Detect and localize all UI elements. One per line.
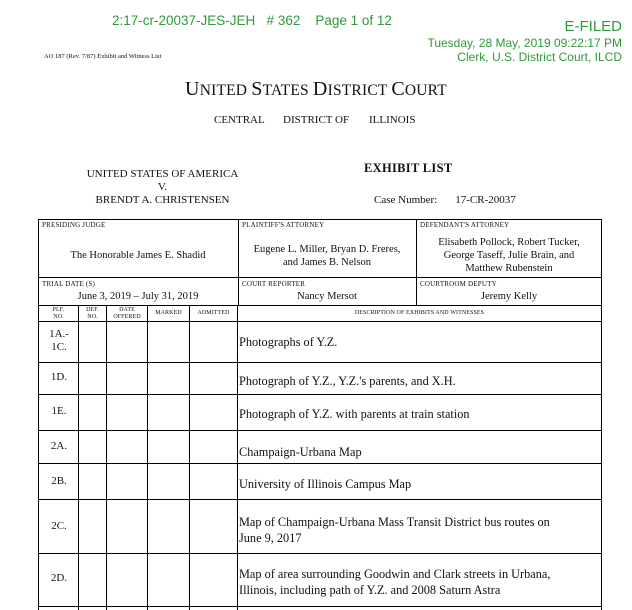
exhibit-description: Champaign-Urbana Map	[239, 445, 362, 459]
column-header-date: DATE OFFERED	[113, 307, 141, 320]
column-divider	[147, 305, 148, 610]
plaintiff-attorney-label: PLAINTIFF'S ATTORNEY	[242, 221, 325, 229]
court-reporter-cell	[238, 278, 416, 305]
exhibit-number: 1A.- 1C.	[49, 328, 69, 353]
presiding-judge-cell	[38, 219, 238, 278]
district-right: ILLINOIS	[369, 114, 416, 126]
column-header-admitted: ADMITTED	[197, 310, 230, 316]
table-rule	[38, 499, 602, 500]
column-divider	[237, 305, 238, 610]
efiled-clerk: Clerk, U.S. District Court, ILCD	[457, 50, 622, 64]
court-reporter-label: COURT REPORTER	[242, 280, 306, 288]
column-divider	[189, 305, 190, 610]
table-rule	[38, 321, 602, 322]
document-title: EXHIBIT LIST	[364, 161, 453, 175]
exhibit-description: Map of area surrounding Goodwin and Clark streets in Urbana, Illinois, including path of Y.Z. and 2008 Saturn Astra	[239, 567, 551, 597]
courtroom-deputy-label: COURTROOM DEPUTY	[420, 280, 497, 288]
efiled-date: Tuesday, 28 May, 2019 09:22:17 PM	[427, 36, 622, 50]
trial-date-label: TRIAL DATE (S)	[42, 280, 96, 288]
exhibit-description: Photograph of Y.Z., Y.Z.'s parents, and X.H.	[239, 374, 456, 388]
form-label: AO 187 (Rev. 7/87) Exhibit and Witness List	[44, 53, 162, 60]
exhibit-number: 2C.	[51, 520, 67, 532]
table-rule	[38, 463, 602, 464]
defendant-attorney-cell	[416, 219, 602, 278]
exhibit-number: 1E.	[51, 405, 67, 417]
party-versus: V.	[157, 181, 168, 193]
case-parties	[80, 168, 245, 207]
case-number	[374, 194, 516, 206]
court-reporter-value: Nancy Mersot	[297, 291, 357, 302]
defendant-attorney-line: Matthew Rubenstein	[465, 263, 553, 274]
plaintiff-attorney-line: Eugene L. Miller, Bryan D. Freres,	[253, 244, 401, 255]
case-number-value: 17-CR-20037	[455, 194, 516, 206]
court-title: UNITED STATES DISTRICT COURT	[185, 78, 447, 100]
courtroom-deputy-value: Jeremy Kelly	[480, 291, 538, 302]
table-rule	[38, 394, 602, 395]
presiding-judge-value: The Honorable James E. Shadid	[70, 250, 206, 261]
exhibit-number: 2D.	[50, 572, 68, 584]
column-header-description: DESCRIPTION OF EXHIBITS AND WITNESSES	[354, 310, 485, 316]
plaintiff-attorney-line: and James B. Nelson	[282, 257, 372, 268]
exhibit-description: Map of Champaign-Urbana Mass Transit District bus routes on June 9, 2017	[239, 515, 550, 545]
table-border-right	[601, 278, 602, 610]
column-header-def: DEF. NO.	[86, 307, 99, 320]
exhibit-number: 1D.	[50, 371, 68, 383]
party-defendant: BRENDT A. CHRISTENSEN	[95, 194, 230, 206]
table-rule	[38, 430, 602, 431]
table-rule	[38, 305, 602, 306]
efiled-stamp: E-FILED	[564, 18, 622, 35]
column-divider	[106, 305, 107, 610]
plaintiff-attorney-cell	[238, 219, 416, 278]
exhibit-description: Photograph of Y.Z. with parents at train station	[239, 407, 470, 421]
case-number-label: Case Number:	[374, 194, 438, 206]
district-mid: DISTRICT OF	[283, 114, 350, 126]
table-rule	[38, 606, 602, 607]
table-border-left	[38, 278, 39, 610]
trial-date-cell	[38, 278, 238, 305]
column-header-marked: MARKED	[155, 310, 182, 316]
exhibit-number: 2A.	[50, 440, 68, 452]
exhibit-description: Photographs of Y.Z.	[239, 335, 338, 349]
party-plaintiff: UNITED STATES OF AMERICA	[86, 168, 239, 180]
table-rule	[38, 553, 602, 554]
courtroom-deputy-cell	[416, 278, 602, 305]
defendant-attorney-line: Elisabeth Pollock, Robert Tucker,	[438, 237, 580, 248]
docket-line: 2:17-cr-20037-JES-JEH # 362 Page 1 of 12	[112, 13, 392, 28]
exhibit-description: University of Illinois Campus Map	[239, 477, 412, 491]
defendant-attorney-line: George Taseff, Julie Brain, and	[443, 250, 575, 261]
defendant-attorney-label: DEFENDANT'S ATTORNEY	[420, 221, 510, 229]
presiding-judge-label: PRESIDING JUDGE	[42, 221, 106, 229]
district-left: CENTRAL	[214, 114, 265, 126]
exhibit-number: 2B.	[51, 475, 67, 487]
column-header-plf: PLF. NO.	[52, 307, 65, 320]
column-divider	[78, 305, 79, 610]
table-rule	[38, 362, 602, 363]
trial-date-value: June 3, 2019 – July 31, 2019	[77, 291, 199, 302]
